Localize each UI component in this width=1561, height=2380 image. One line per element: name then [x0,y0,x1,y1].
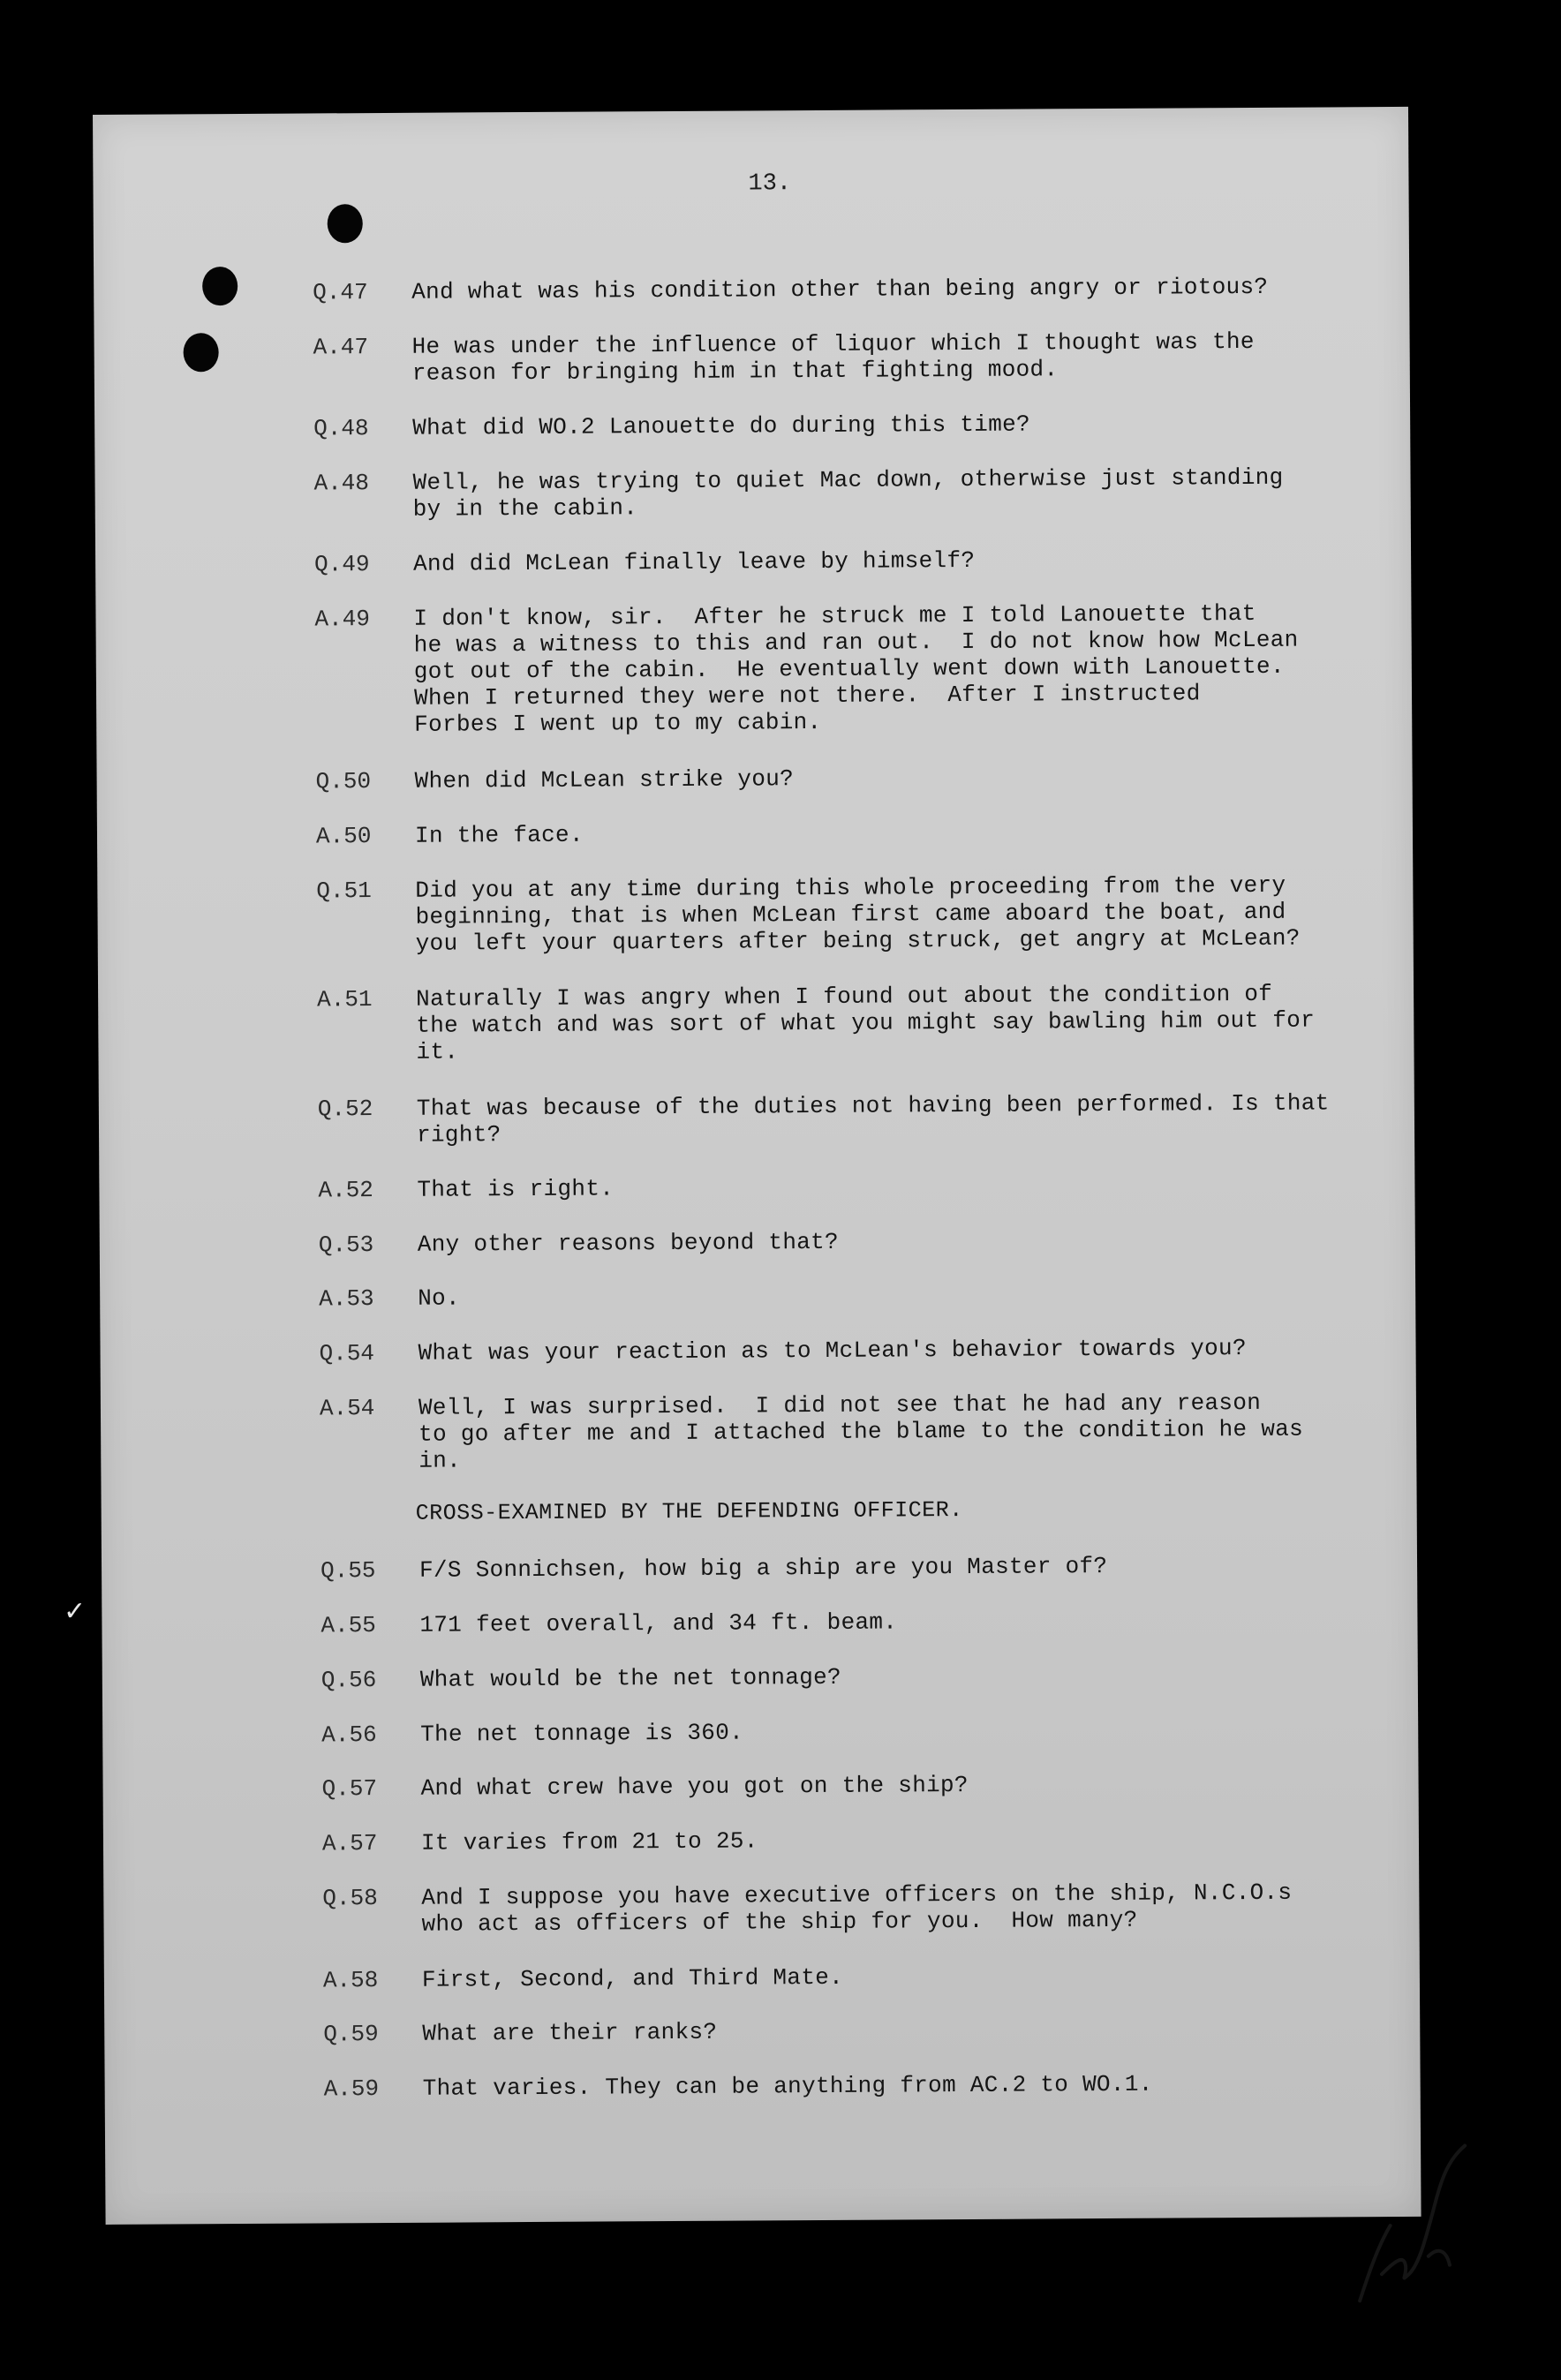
entry-text: And did McLean finally leave by himself? [413,546,976,577]
entry-label: A.49 [314,606,371,633]
qa-entry [103,1879,1375,1938]
qa-entry [94,273,1365,306]
entry-text: When did McLean strike you? [414,765,795,795]
entry-label: A.50 [315,823,372,850]
section-heading: CROSS-EXAMINED BY THE DEFENDING OFFICER. [415,1497,963,1526]
entry-label: A.59 [323,2075,380,2103]
qa-entry [100,1334,1371,1367]
qa-entry [97,871,1369,957]
qa-entry [104,2015,1376,2048]
qa-entry [103,1824,1375,1857]
entry-text: That is right. [417,1175,615,1203]
qa-entry [102,1715,1374,1749]
entry-label: Q.47 [313,279,368,306]
entry-text: That varies. They can be anything from AC.2 to WO.1. [422,2070,1153,2102]
entry-label: Q.59 [323,2021,379,2048]
punch-hole [202,267,238,305]
qa-entry [95,599,1367,738]
entry-label: Q.58 [322,1885,378,1912]
entry-label: A.58 [322,1967,379,1994]
entry-text: First, Second, and Third Mate. [421,1963,844,1993]
entry-label: Q.50 [315,768,372,795]
entry-text: What are their ranks? [422,2018,718,2047]
page-number: 13. [748,170,792,198]
entry-text: The net tonnage is 360. [420,1719,744,1748]
entry-text: Any other reasons beyond that? [417,1228,839,1258]
entry-label: Q.48 [313,415,369,442]
document-page [93,107,1421,2225]
check-mark: ✓ [64,1596,87,1627]
entry-label: A.47 [313,334,369,361]
entry-text: What was your reaction as to McLean's behavior towards you? [418,1335,1247,1367]
qa-entry [99,1171,1370,1204]
entry-text: Well, I was surprised. I did not see that he had any reason to go after me and I attached the blame to the condition he was in. [418,1389,1304,1474]
entry-text: It varies from 21 to 25. [420,1827,758,1857]
entry-text: 171 feet overall, and 34 ft. beam. [419,1608,898,1638]
qa-entry [102,1661,1374,1694]
entry-label: Q.49 [314,551,370,578]
entry-label: A.48 [313,470,370,497]
entry-text: I don't know, sir. After he struck me I told Lanouette that he was a witness to this and ran out. I do not know how McLean got out of the cabin. He eventually went down with Lanouette. When I returned they were not there. After I instructed Forbes I went up to my cabin. [413,599,1299,738]
qa-entry [95,545,1367,578]
entry-text: And I suppose you have executive officers on the ship, N.C.O.s who act as officers of the ship for you. How many? [421,1879,1293,1938]
qa-entry [102,1551,1373,1585]
qa-entry [97,817,1369,850]
entry-text: Well, he was trying to quiet Mac down, otherwise just standing by in the cabin. [412,463,1284,523]
entry-label: Q.57 [321,1775,378,1803]
entry-label: Q.55 [320,1557,376,1585]
entry-label: Q.56 [320,1667,377,1694]
qa-entry [94,409,1366,442]
entry-label: A.56 [321,1721,377,1749]
entry-text: That was because of the duties not having been performed. Is that right? [416,1089,1330,1149]
entry-label: Q.51 [316,877,372,905]
entry-text: What would be the net tonnage? [419,1663,841,1693]
punch-hole [184,333,219,372]
qa-entry [103,1769,1375,1803]
entry-label: A.54 [319,1395,375,1422]
entry-text: In the face. [414,821,584,849]
qa-entry [98,980,1369,1066]
entry-label: A.53 [319,1285,374,1313]
qa-entry [97,762,1369,795]
qa-entry [104,1961,1376,1994]
entry-text: And what crew have you got on the ship? [420,1771,969,1802]
qa-entry [102,1606,1373,1639]
entry-text: He was under the influence of liquor which I thought was the reason for bringing him in that fighting mood. [411,328,1255,387]
entry-text: And what was his condition other than being angry or riotous? [411,273,1269,305]
entry-label: A.51 [317,986,373,1013]
qa-entry [105,2069,1376,2103]
qa-entry [94,463,1366,523]
punch-hole [328,204,363,243]
entry-text: No. [418,1284,461,1312]
entry-text: Naturally I was angry when I found out about the condition of the watch and was sort of what you might say bawling him out for it. [416,980,1316,1066]
entry-label: Q.53 [318,1231,374,1259]
entry-label: Q.52 [317,1096,373,1123]
qa-entry [100,1225,1371,1259]
qa-entry [94,328,1366,387]
entry-text: What did WO.2 Lanouette do during this time? [412,410,1030,441]
entry-label: A.55 [320,1612,376,1639]
entry-text: F/S Sonnichsen, how big a ship are you Master of? [419,1553,1108,1584]
qa-entry [101,1389,1372,1474]
entry-label: A.52 [318,1177,373,1204]
signature-initials [1350,2141,1474,2309]
entry-label: A.57 [321,1830,378,1857]
entry-text: Did you at any time during this whole proceeding from the very beginning, that is when McLean first came aboard the boat, and you left your quarters after being struck, get angry at McLean? [415,871,1301,957]
qa-entry [99,1089,1370,1149]
entry-label: Q.54 [319,1340,375,1367]
qa-entry [100,1279,1371,1313]
